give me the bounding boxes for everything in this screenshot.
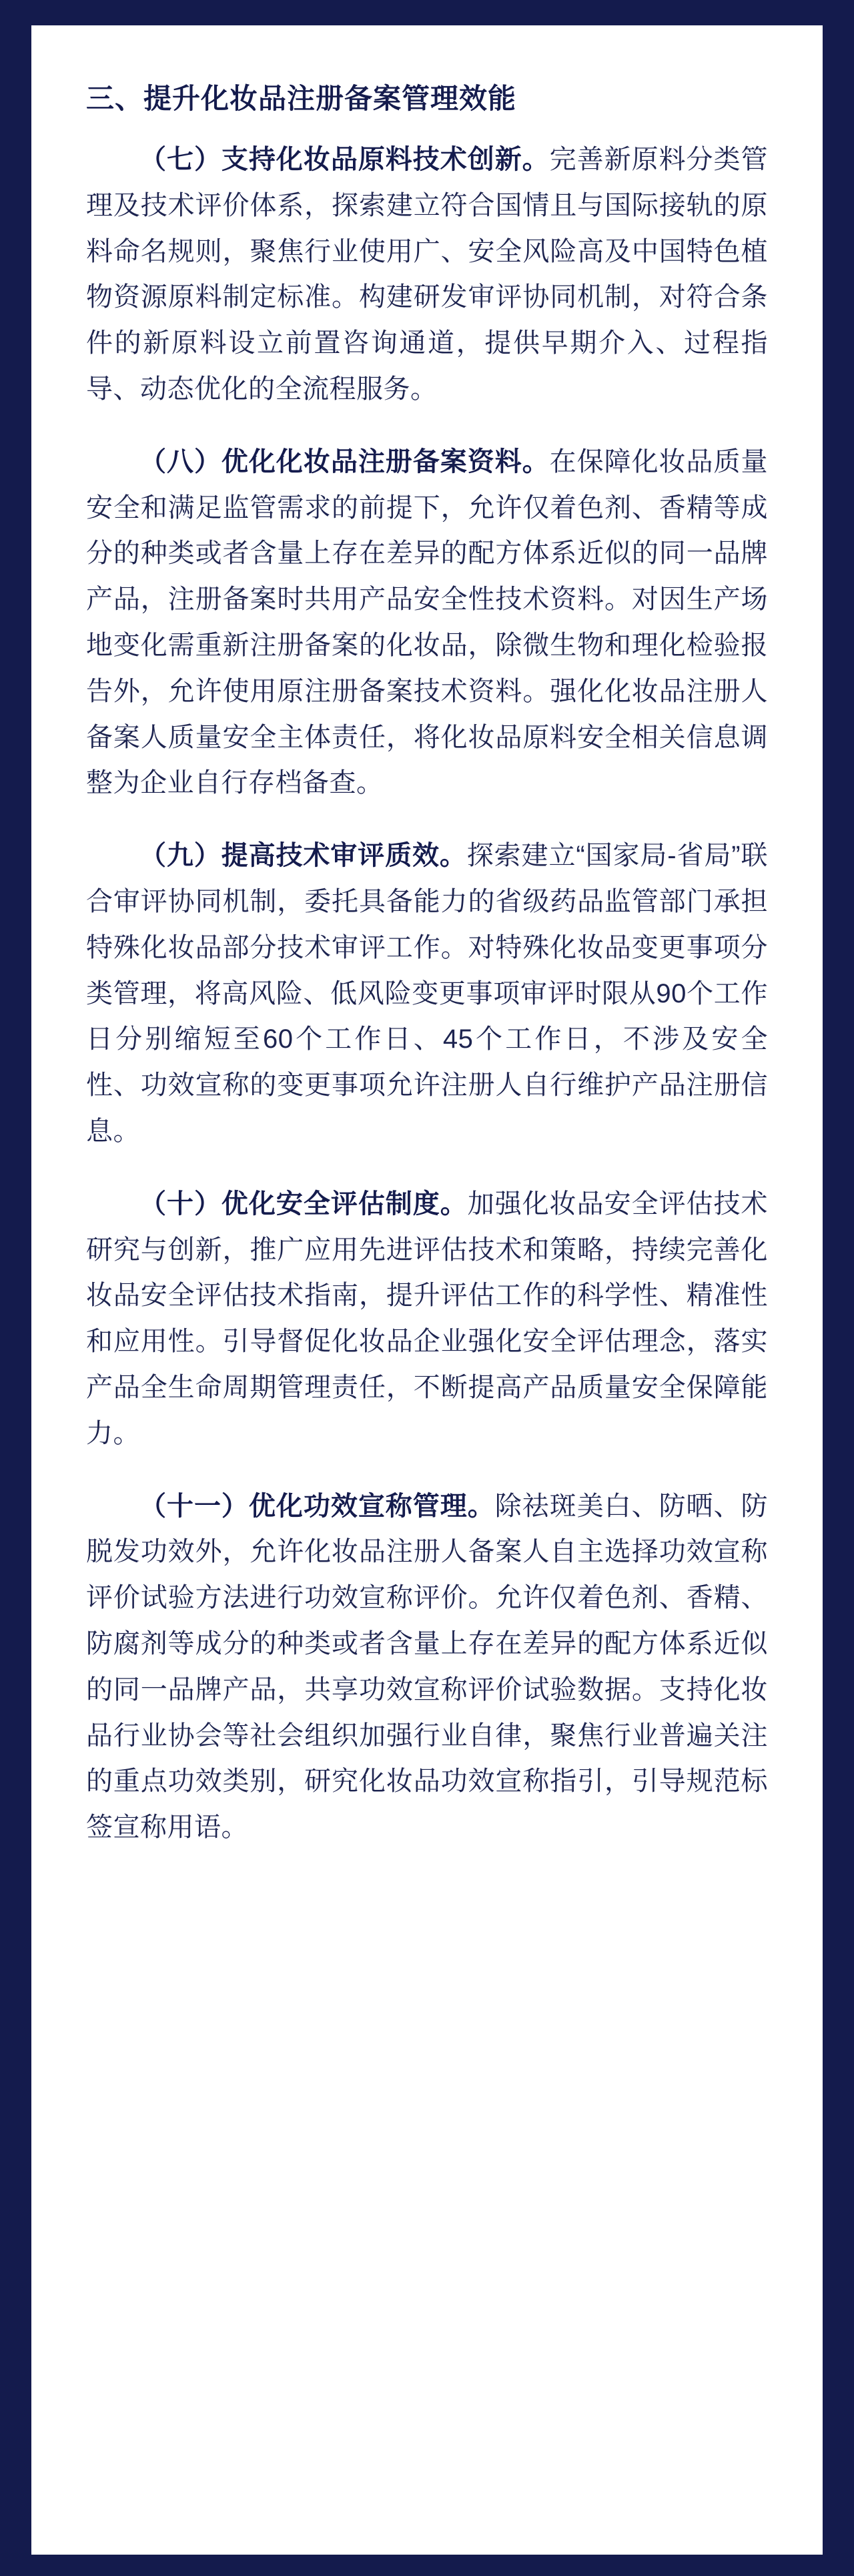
paragraph-body-7: 完善新原料分类管理及技术评价体系，探索建立符合国情且与国际接轨的原料命名规则，聚焦行业使用广、安全风险高及中国特色植物资源原料制定标准。构建研发审评协同机制，对符合条件的新原料设立前置咨询通道，提供早期介入、过程指导、动态优化的全流程服务。 <box>86 145 769 404</box>
paragraph-body-11: 除祛斑美白、防晒、防脱发功效外，允许化妆品注册人备案人自主选择功效宣称评价试验方法进行功效宣称评价。允许仅着色剂、香精、防腐剂等成分的种类或者含量上存在差异的配方体系近似的同一品牌产品，共享功效宣称评价试验数据。支持化妆品行业协会等社会组织加强行业自律，聚焦行业普遍关注的重点功效类别，研究化妆品功效宣称指引，引导规范标签宣称用语。 <box>86 1491 769 1843</box>
paragraph-lead-8: （八）优化化妆品注册备案资料。 <box>139 446 550 476</box>
paragraph-item-10 <box>86 1181 768 1457</box>
paragraph-item-9 <box>86 833 768 1155</box>
paragraph-item-8 <box>86 439 768 806</box>
paragraph-lead-10: （十）优化安全评估制度。 <box>139 1189 468 1219</box>
section-heading: 三、提升化妆品注册备案管理效能 <box>86 83 517 114</box>
paragraph-item-11 <box>86 1484 768 1851</box>
paragraph-item-7 <box>86 137 768 412</box>
paragraph-lead-9: （九）提高技术审评质效。 <box>139 841 467 871</box>
paragraph-body-9: 探索建立“国家局-省局”联合审评协同机制，委托具备能力的省级药品监管部门承担特殊化妆品部分技术审评工作。对特殊化妆品变更事项分类管理，将高风险、低风险变更事项审评时限从90个工作日分别缩短至60个工作日、45个工作日，不涉及安全性、功效宣称的变更事项允许注册人自行维护产品注册信息。 <box>86 841 768 1146</box>
paragraph-body-10: 加强化妆品安全评估技术研究与创新，推广应用先进评估技术和策略，持续完善化妆品安全评估技术指南，提升评估工作的科学性、精准性和应用性。引导督促化妆品企业强化安全评估理念，落实产品全生命周期管理责任，不断提高产品质量安全保障能力。 <box>86 1189 769 1448</box>
paragraph-lead-7: （七）支持化妆品原料技术创新。 <box>139 145 550 174</box>
document-card <box>31 25 823 2555</box>
paragraph-lead-11: （十一）优化功效宣称管理。 <box>139 1491 495 1521</box>
paragraph-body-8: 在保障化妆品质量安全和满足监管需求的前提下，允许仅着色剂、香精等成分的种类或者含量上存在差异的配方体系近似的同一品牌产品，注册备案时共用产品安全性技术资料。对因生产场地变化需重新注册备案的化妆品，除微生物和理化检验报告外，允许使用原注册备案技术资料。强化化妆品注册人备案人质量安全主体责任，将化妆品原料安全相关信息调整为企业自行存档备查。 <box>86 446 769 798</box>
